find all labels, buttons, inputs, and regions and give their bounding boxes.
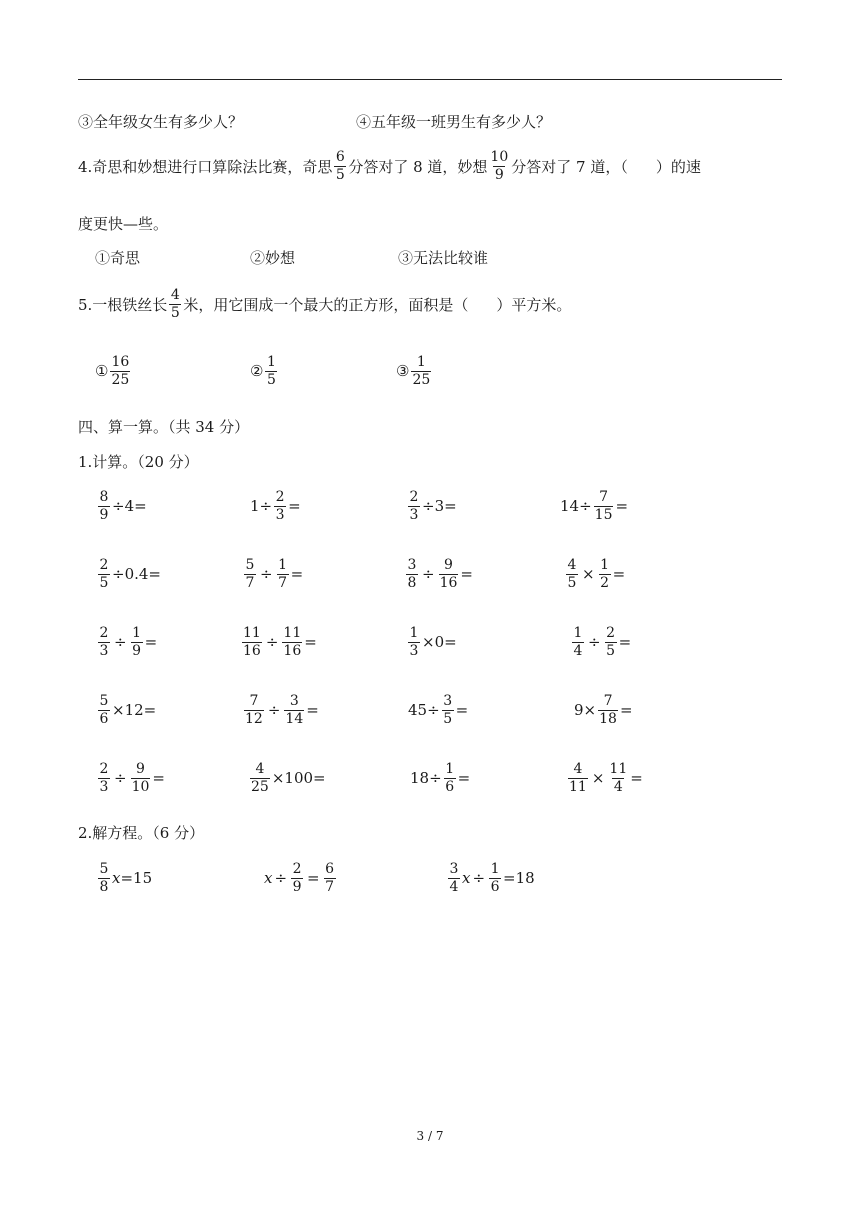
q4-option-3: ③无法比较谁 xyxy=(398,249,489,267)
q5-option-3: ③ $\frac{1}{25}$ xyxy=(396,354,431,388)
equation-1: $\frac{5}{8}$ x =15 xyxy=(99,861,153,895)
header-rule xyxy=(78,79,782,80)
calc-r4c1: $\frac{5}{6}$ ×12= xyxy=(99,693,157,727)
equation-2: x ÷ $\frac{2}{9}$ = $\frac{6}{7}$ xyxy=(264,861,335,895)
calc-r2c3: $\frac{3}{8}$ ÷ $\frac{9}{16}$ = xyxy=(407,557,473,591)
equation-title: 2.解方程。（6 分） xyxy=(78,824,205,842)
calc-r5c1: $\frac{2}{3}$ ÷ $\frac{9}{10}$ = xyxy=(99,761,165,795)
equation-3: $\frac{3}{4}$ x ÷ $\frac{1}{6}$ =18 xyxy=(449,861,535,895)
calc-r1c3: $\frac{2}{3}$ ÷3= xyxy=(409,489,457,523)
calc-r5c4: $\frac{4}{11}$ × $\frac{11}{4}$ = xyxy=(569,761,643,795)
calc-r4c2: $\frac{7}{12}$ ÷ $\frac{3}{14}$ = xyxy=(245,693,319,727)
calc-r2c4: $\frac{4}{5}$ × $\frac{1}{2}$ = xyxy=(567,557,626,591)
calc-r2c1: $\frac{2}{5}$ ÷0.4= xyxy=(99,557,161,591)
q5-option-2: ② $\frac{1}{5}$ xyxy=(250,354,276,388)
page-number: 3 / 7 xyxy=(416,1129,444,1143)
fraction: $\frac{10}{9}$ xyxy=(490,149,509,183)
calc-r4c4: 9× $\frac{7}{18}$ = xyxy=(574,693,633,727)
section4-title: 四、算一算。（共 34 分） xyxy=(78,418,250,436)
q5-question: 5.一根铁丝长 $\frac{4}{5}$ 米，用它围成一个最大的正方形，面积是（ ）平方米。 xyxy=(78,287,572,321)
q4-option-2: ②妙想 xyxy=(250,249,296,267)
q4-question: 4.奇思和妙想进行口算除法比赛，奇思 $\frac{6}{5}$ 分答对了 8 道，妙想 $\frac{10}{9}$ 分答对了 7 道，（ ）的速 xyxy=(78,149,701,183)
q3-item-3: ③全年级女生有多少人？ xyxy=(78,113,244,131)
calc-r3c3: $\frac{1}{3}$ ×0= xyxy=(409,625,457,659)
calc-r3c2: $\frac{11}{16}$ ÷ $\frac{11}{16}$ = xyxy=(243,625,317,659)
calc-r1c2: 1÷ $\frac{2}{3}$ = xyxy=(250,489,301,523)
calc-r3c4: $\frac{1}{4}$ ÷ $\frac{2}{5}$ = xyxy=(573,625,632,659)
calc-r1c1: $\frac{8}{9}$ ÷4= xyxy=(99,489,147,523)
fraction: $\frac{6}{5}$ xyxy=(335,149,345,183)
calc-r1c4: 14÷ $\frac{7}{15}$ = xyxy=(560,489,629,523)
q4-option-1: ①奇思 xyxy=(95,249,141,267)
q5-option-1: ① $\frac{16}{25}$ xyxy=(95,354,130,388)
q3-item-4: ④五年级一班男生有多少人？ xyxy=(356,113,552,131)
calc-title: 1.计算。（20 分） xyxy=(78,453,199,471)
calc-r4c3: 45÷ $\frac{3}{5}$ = xyxy=(408,693,469,727)
q4-line2: 度更快—些。 xyxy=(78,215,169,233)
fraction: $\frac{4}{5}$ xyxy=(170,287,180,321)
calc-r2c2: $\frac{5}{7}$ ÷ $\frac{1}{7}$ = xyxy=(245,557,304,591)
calc-r5c2: $\frac{4}{25}$ ×100= xyxy=(251,761,326,795)
calc-r5c3: 18÷ $\frac{1}{6}$ = xyxy=(410,761,471,795)
calc-r3c1: $\frac{2}{3}$ ÷ $\frac{1}{9}$ = xyxy=(99,625,158,659)
